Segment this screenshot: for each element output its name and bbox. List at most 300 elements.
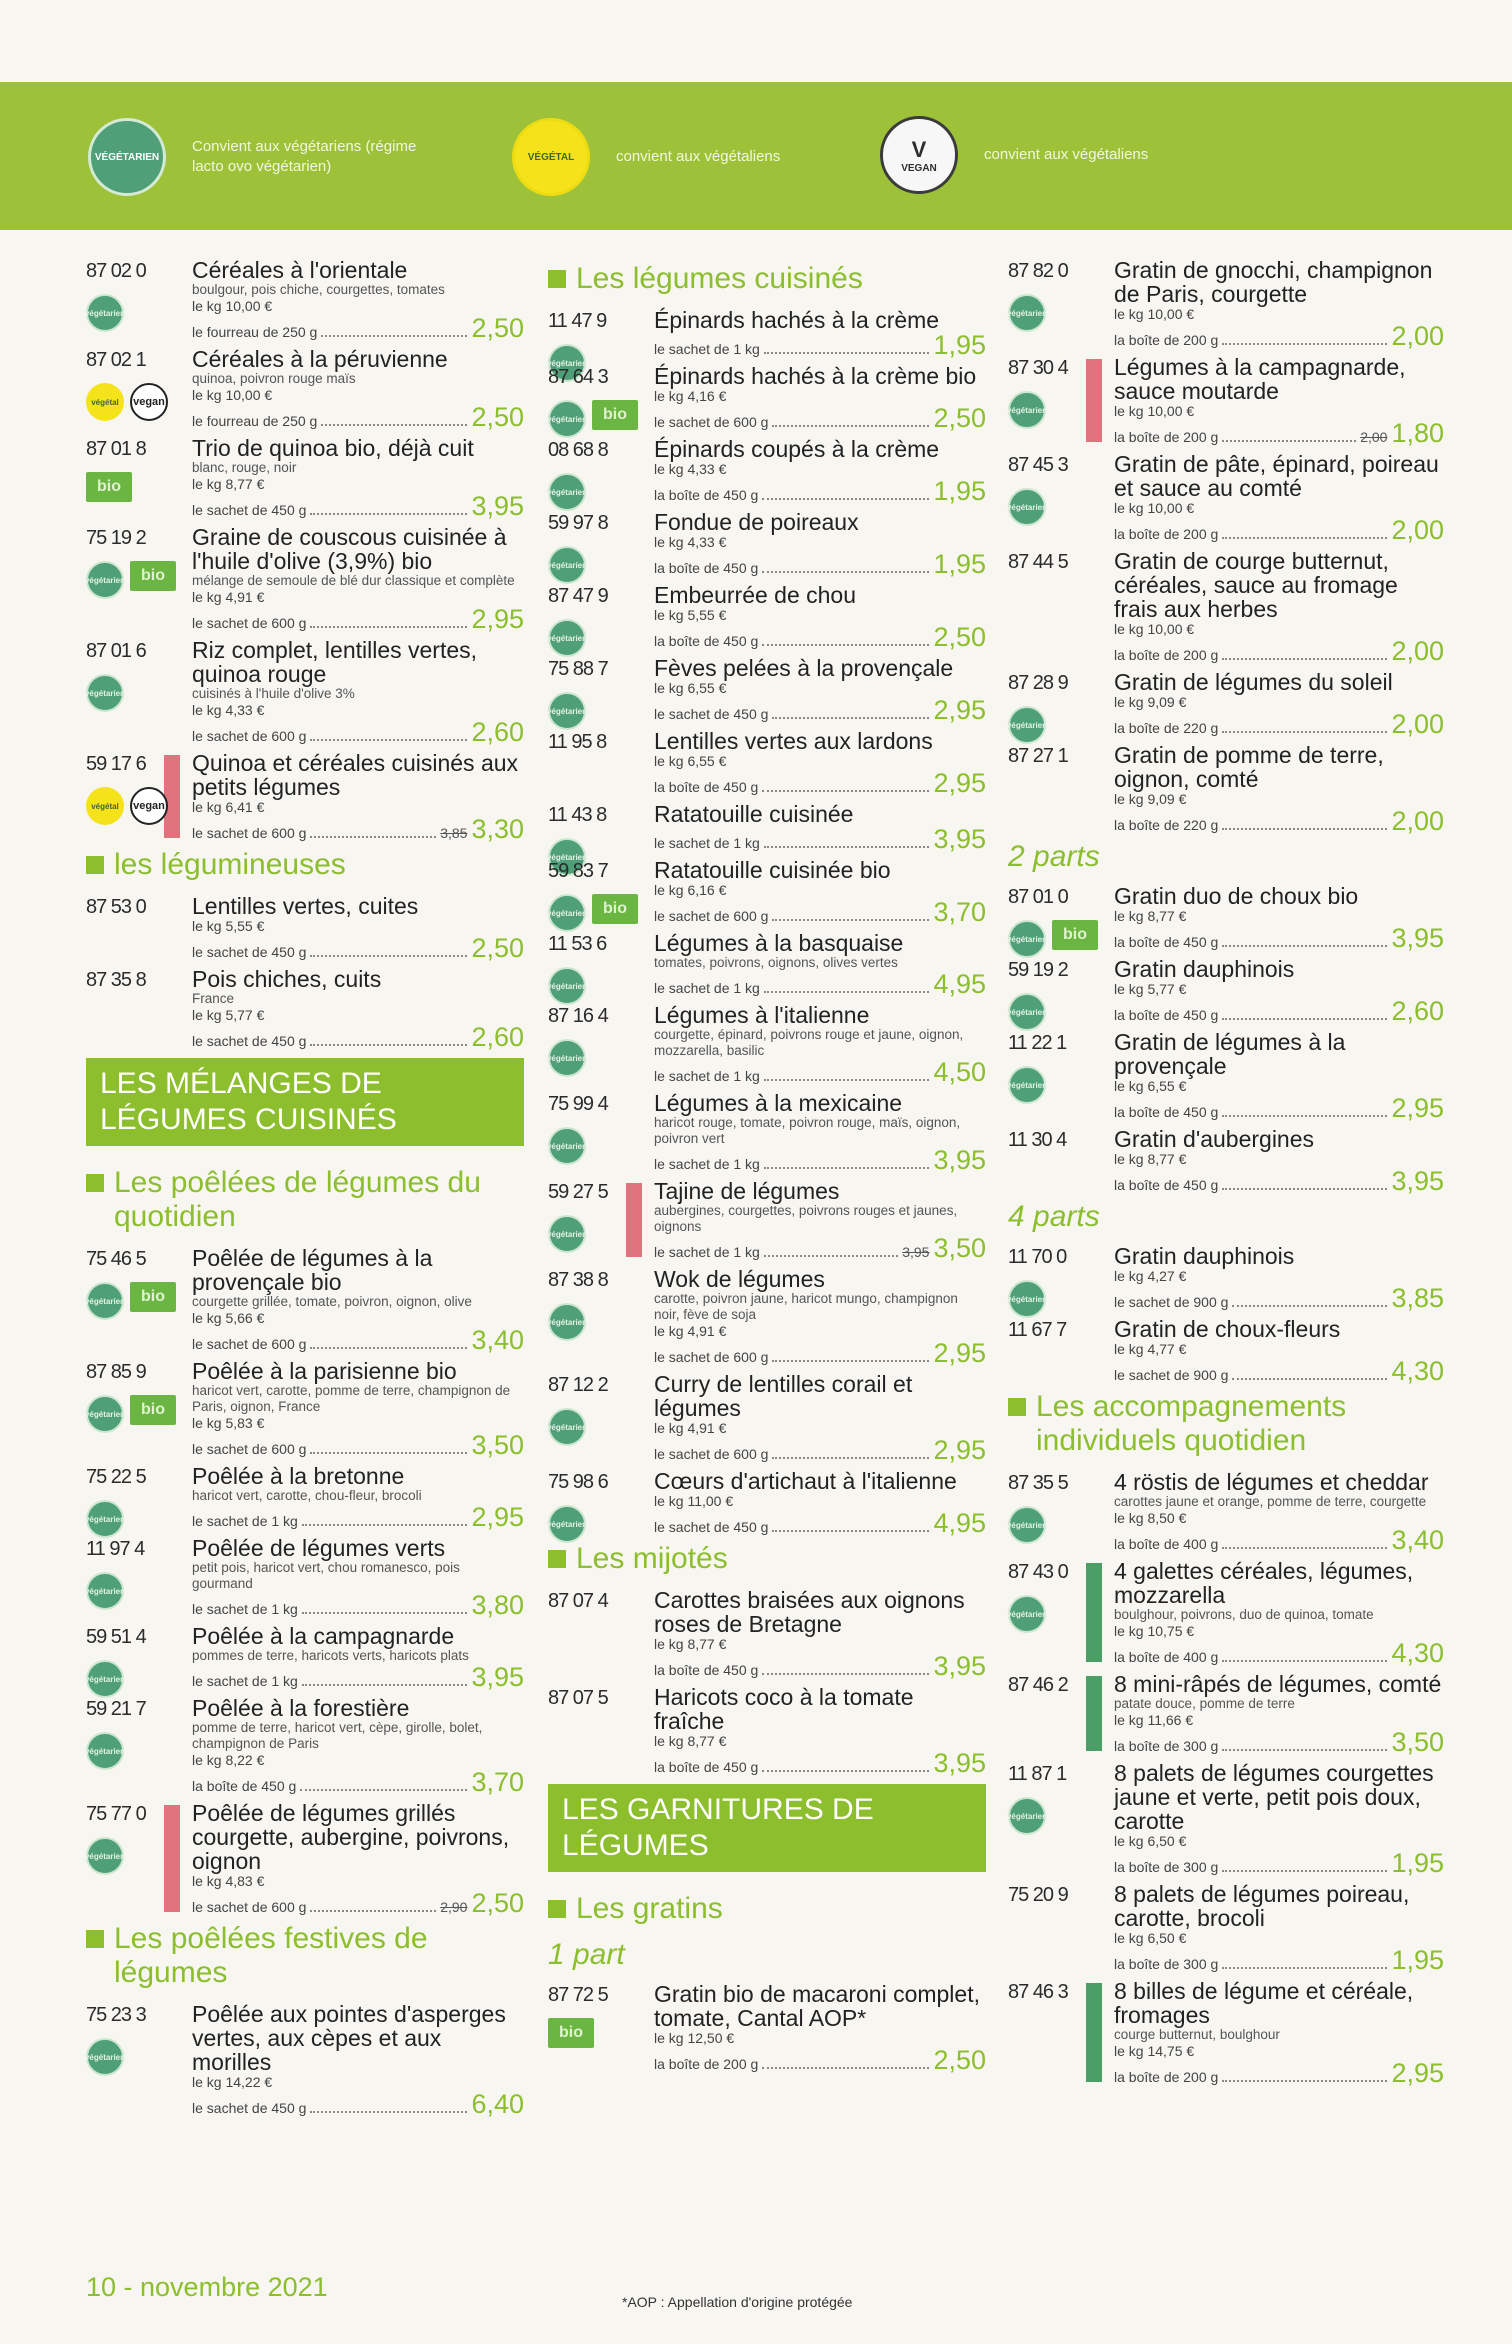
price-per-kg: le kg 5,66 € [192, 1310, 265, 1326]
product-item [1008, 884, 1444, 951]
product-code: 87 02 0 [86, 260, 146, 282]
product-name: Gratin dauphinois [1114, 1243, 1295, 1269]
product-price: 2,50 [471, 1888, 524, 1918]
product-item [1008, 1559, 1444, 1666]
product-badges [548, 1303, 586, 1341]
section-heading [1008, 1390, 1444, 1458]
vegetarien-icon: végétarien [1008, 1280, 1046, 1318]
price-per-kg: le kg 9,09 € [1114, 791, 1187, 807]
package-size: le sachet de 600 g [654, 414, 769, 430]
dotted-leader [302, 1524, 468, 1526]
product-name: Wok de légumes [654, 1266, 825, 1292]
package-size: la boîte de 450 g [192, 1778, 297, 1794]
product-item [548, 1003, 986, 1085]
product-price: 1,95 [933, 330, 986, 360]
product-name: Graine de couscous cuisinée à l'huile d'olive (3,9%) bio [192, 524, 507, 574]
package-line [1114, 1729, 1444, 1755]
product-badges [1008, 1066, 1046, 1104]
product-item [1008, 1244, 1444, 1311]
dotted-leader [1222, 2080, 1387, 2082]
price-per-kg: le kg 4,33 € [654, 534, 727, 550]
product-price: 2,00 [1391, 321, 1444, 351]
product-badges [1008, 1595, 1046, 1633]
dotted-leader [772, 1530, 929, 1532]
product-price: 4,95 [933, 1508, 986, 1538]
product-code: 87 53 0 [86, 896, 146, 918]
vegetarien-icon: végétarien [548, 1215, 586, 1253]
product-code: 59 19 2 [1008, 959, 1068, 981]
product-name: 4 galettes céréales, légumes, mozzarella [1114, 1558, 1414, 1608]
product-badges [86, 1572, 124, 1610]
vegetarien-icon: végétarien [1008, 920, 1046, 958]
vegetarien-icon: végétarien [548, 894, 586, 932]
product-item [86, 2002, 524, 2117]
price-per-kg: le kg 5,55 € [192, 918, 265, 934]
product-badges [548, 1127, 586, 1165]
dotted-leader [762, 571, 929, 573]
product-item [86, 967, 524, 1050]
dotted-leader [764, 352, 930, 354]
price-per-kg: le kg 11,00 € [654, 1493, 734, 1509]
dotted-leader [772, 919, 929, 921]
subsection-heading: 4 parts [1008, 1200, 1100, 1233]
vegan-badge-icon: V VEGAN [880, 116, 958, 194]
price-per-kg: le kg 8,77 € [1114, 908, 1187, 924]
product-item [86, 751, 524, 842]
package-line [654, 332, 986, 358]
package-line [1114, 1850, 1444, 1876]
package-size: la boîte de 200 g [1114, 429, 1219, 445]
product-description: tomates, poivrons, oignons, olives vertes [654, 955, 898, 970]
package-line [1114, 517, 1444, 543]
product-item [548, 1588, 986, 1679]
section-title: Les légumes cuisinés [576, 262, 863, 295]
product-name: Légumes à la basquaise [654, 930, 904, 956]
product-description: courgette grillée, tomate, poivron, oignon, olive [192, 1294, 472, 1309]
vegetarien-icon: végétarien [1008, 706, 1046, 744]
product-price: 4,30 [1391, 1356, 1444, 1386]
product-code: 87 46 3 [1008, 1981, 1068, 2003]
product-item [1008, 452, 1444, 543]
product-price: 2,95 [1391, 1093, 1444, 1123]
product-item [1008, 743, 1444, 834]
product-badges [548, 546, 586, 584]
package-line [1114, 1168, 1444, 1194]
dotted-leader [310, 2111, 467, 2113]
product-description: blanc, rouge, noir [192, 460, 297, 475]
product-item [86, 638, 524, 745]
vegetal-icon: végétal [86, 383, 124, 421]
product-badges [548, 1408, 586, 1446]
product-code: 87 82 0 [1008, 260, 1068, 282]
section-square-icon [86, 856, 104, 874]
price-per-kg: le kg 10,00 € [1114, 500, 1195, 516]
package-size: la boîte de 450 g [654, 1662, 759, 1678]
subsection-heading: 1 part [548, 1938, 625, 1971]
product-price: 2,95 [933, 695, 986, 725]
product-name: Céréales à l'orientale [192, 257, 408, 283]
legend-vegetal [512, 118, 780, 196]
vegetarien-icon: végétarien [548, 473, 586, 511]
package-size: le sachet de 900 g [1114, 1367, 1229, 1383]
product-code: 11 53 6 [548, 933, 607, 955]
section-square-icon [1008, 1398, 1026, 1416]
package-line [654, 1340, 986, 1366]
package-line [1114, 2060, 1444, 2086]
package-size: la boîte de 450 g [654, 633, 759, 649]
product-badges [548, 400, 638, 438]
product-description: pomme de terre, haricot vert, cèpe, girolle, bolet, champignon de Paris [192, 1720, 483, 1751]
product-price: 4,95 [933, 969, 986, 999]
vegetarien-icon: végétarien [548, 692, 586, 730]
package-size: la boîte de 300 g [1114, 1738, 1219, 1754]
product-price: 2,95 [471, 604, 524, 634]
product-code: 11 67 7 [1008, 1319, 1067, 1341]
package-line [192, 606, 524, 632]
product-item [1008, 957, 1444, 1024]
package-line [192, 935, 524, 961]
product-price: 3,40 [1391, 1525, 1444, 1555]
product-description: carottes jaune et orange, pomme de terre, courgette [1114, 1494, 1427, 1509]
dotted-leader [310, 739, 467, 741]
product-name: Gratin d'aubergines [1114, 1126, 1315, 1152]
dotted-leader [1222, 828, 1387, 830]
package-size: la boîte de 450 g [654, 1759, 759, 1775]
bio-leaf-icon: bio [130, 1282, 176, 1312]
bio-leaf-icon: bio [1052, 920, 1098, 950]
product-code: 87 46 2 [1008, 1674, 1068, 1696]
price-per-kg: le kg 4,83 € [192, 1873, 265, 1889]
price-per-kg: le kg 6,55 € [1114, 1078, 1187, 1094]
price-per-kg: le kg 4,33 € [654, 461, 727, 477]
price-per-kg: le kg 4,27 € [1114, 1268, 1187, 1284]
product-description: aubergines, courgettes, poivrons rouges et jaunes, oignons [654, 1203, 958, 1234]
vegetarien-icon: végétarien [548, 619, 586, 657]
product-name: Poêlée de légumes à la provençale bio [192, 1245, 433, 1295]
product-name: 4 röstis de légumes et cheddar [1114, 1469, 1429, 1495]
package-line [192, 1504, 524, 1530]
vegetarien-icon: végétarien [86, 1837, 124, 1875]
product-price: 3,70 [933, 897, 986, 927]
dotted-leader [1222, 1188, 1387, 1190]
dotted-leader [302, 1684, 468, 1686]
product-name: Poêlée à la parisienne bio [192, 1358, 457, 1384]
product-code: 11 30 4 [1008, 1129, 1067, 1151]
product-name: Gratin de pomme de terre, oignon, comté [1114, 742, 1384, 792]
vegetarien-icon: végétarien [1008, 1506, 1046, 1544]
product-badges [86, 674, 124, 712]
vegetarien-icon: végétarien [86, 1732, 124, 1770]
product-name: Cœurs d'artichaut à l'italienne [654, 1468, 957, 1494]
product-badges [548, 1039, 586, 1077]
package-line [1114, 711, 1444, 737]
vegetarien-icon: végétarien [548, 400, 586, 438]
section-heading [548, 1892, 986, 1926]
product-description: haricot vert, carotte, pomme de terre, champignon de Paris, oignon, France [192, 1383, 511, 1414]
product-code: 11 43 8 [548, 804, 607, 826]
product-badges [548, 894, 638, 932]
product-item [548, 437, 986, 504]
section-title: Les mijotés [576, 1542, 728, 1575]
bio-leaf-icon: bio [130, 1395, 176, 1425]
package-size: la boîte de 450 g [654, 779, 759, 795]
dotted-leader [764, 846, 930, 848]
package-size: la boîte de 450 g [1114, 1007, 1219, 1023]
product-price: 2,00 [1391, 709, 1444, 739]
dotted-leader [310, 955, 467, 957]
dotted-leader [321, 335, 467, 337]
product-name: Gratin de légumes du soleil [1114, 669, 1393, 695]
product-price: 1,95 [1391, 1848, 1444, 1878]
product-name: Haricots coco à la tomate fraîche [654, 1684, 914, 1734]
vegetarien-icon: végétarien [86, 1660, 124, 1698]
product-description: cuisinés à l'huile d'olive 3% [192, 686, 355, 701]
product-item [1008, 670, 1444, 737]
dotted-leader [764, 1255, 898, 1257]
section-heading [86, 1922, 524, 1990]
package-size: le sachet de 450 g [192, 2100, 307, 2116]
package-size: la boîte de 200 g [1114, 332, 1219, 348]
product-description: France [192, 991, 235, 1006]
package-line [654, 1510, 986, 1536]
legend-vegan [880, 116, 1148, 194]
product-name: Poêlée à la forestière [192, 1695, 410, 1721]
product-description: mélange de semoule de blé dur classique et complète [192, 573, 515, 588]
dotted-leader [310, 1452, 467, 1454]
price-per-kg: le kg 4,91 € [654, 1323, 727, 1339]
package-line [654, 551, 986, 577]
dotted-leader [302, 1612, 468, 1614]
vegetarien-icon: végétarien [548, 1303, 586, 1341]
vegetarien-icon: végétarien [86, 674, 124, 712]
price-per-kg: le kg 10,00 € [1114, 306, 1195, 322]
product-item [1008, 1127, 1444, 1194]
product-item [1008, 1979, 1444, 2086]
old-price: 2,90 [440, 1899, 468, 1915]
product-code: 59 51 4 [86, 1626, 146, 1648]
package-line [1114, 998, 1444, 1024]
promo-marker [626, 1183, 642, 1257]
section-title: Les accompagnements individuels quotidien [1036, 1390, 1347, 1457]
old-price: 3,95 [902, 1244, 930, 1260]
product-price: 2,60 [1391, 996, 1444, 1026]
vegetarien-icon: végétarien [1008, 391, 1046, 429]
product-badges [548, 1505, 586, 1543]
category-band: LES MÉLANGES DE LÉGUMES CUISINÉS [86, 1058, 524, 1146]
product-description: haricot rouge, tomate, poivron rouge, maïs, oignon, poivron vert [654, 1115, 961, 1146]
product-badges [86, 383, 168, 421]
product-name: Légumes à l'italienne [654, 1002, 870, 1028]
dotted-leader [762, 1673, 929, 1675]
price-per-kg: le kg 10,00 € [1114, 403, 1195, 419]
dotted-leader [310, 1044, 467, 1046]
vegetarien-icon: végétarien [1008, 1066, 1046, 1104]
product-code: 11 95 8 [548, 731, 607, 753]
section-heading [86, 1166, 524, 1234]
vegetarien-icon: végétarien [86, 561, 124, 599]
dotted-leader [1222, 1115, 1387, 1117]
product-badges [548, 967, 586, 1005]
product-badges [548, 619, 586, 657]
product-item [86, 1696, 524, 1795]
package-line [1114, 420, 1444, 446]
product-code: 87 35 5 [1008, 1472, 1068, 1494]
product-item [1008, 549, 1444, 664]
package-line [654, 899, 986, 925]
price-per-kg: le kg 12,50 € [654, 2030, 735, 2046]
bio-leaf-icon: bio [130, 561, 176, 591]
product-item [548, 1179, 986, 1261]
product-price: 2,60 [471, 717, 524, 747]
product-item [86, 347, 524, 430]
product-price: 2,50 [471, 313, 524, 343]
vegetarien-icon: végétarien [1008, 294, 1046, 332]
product-description: boulghour, poivrons, duo de quinoa, tomate [1114, 1607, 1374, 1622]
package-size: la boîte de 200 g [1114, 647, 1219, 663]
promo-marker [164, 1805, 180, 1912]
product-price: 2,50 [471, 933, 524, 963]
price-per-kg: le kg 5,83 € [192, 1415, 265, 1431]
product-item [1008, 1030, 1444, 1121]
package-line [654, 2047, 986, 2073]
package-size: le sachet de 450 g [654, 1519, 769, 1535]
product-item [548, 1469, 986, 1536]
product-name: Gratin de légumes à la provençale [1114, 1029, 1346, 1079]
package-line [654, 971, 986, 997]
product-code: 87 27 1 [1008, 745, 1068, 767]
price-per-kg: le kg 4,91 € [654, 1420, 727, 1436]
legend-text: Convient aux végétariens (régime lacto ovo végétarien) [192, 138, 417, 175]
price-per-kg: le kg 14,22 € [192, 2074, 273, 2090]
package-size: la boîte de 450 g [1114, 1104, 1219, 1120]
product-name: Épinards coupés à la crème [654, 436, 940, 462]
product-price: 2,95 [933, 1435, 986, 1465]
product-code: 75 77 0 [86, 1803, 146, 1825]
package-size: le sachet de 600 g [192, 825, 307, 841]
vegetarien-icon: végétarien [548, 1505, 586, 1543]
product-code: 11 22 1 [1008, 1032, 1067, 1054]
package-size: le sachet de 450 g [654, 706, 769, 722]
product-item [1008, 1317, 1444, 1384]
product-item [86, 1464, 524, 1530]
old-price: 2,00 [1360, 429, 1388, 445]
product-item [1008, 1470, 1444, 1553]
package-size: la boîte de 200 g [1114, 526, 1219, 542]
product-code: 75 20 9 [1008, 1884, 1068, 1906]
package-size: le sachet de 600 g [654, 1446, 769, 1462]
dotted-leader [310, 513, 467, 515]
section-square-icon [86, 1930, 104, 1948]
product-badges [548, 692, 586, 730]
product-name: Poêlée de légumes grillés courgette, aubergine, poivrons, oignon [192, 1800, 510, 1874]
product-code: 75 99 4 [548, 1093, 608, 1115]
package-size: le sachet de 450 g [192, 1033, 307, 1049]
subsection-heading: 2 parts [1008, 840, 1100, 873]
product-badges [1008, 391, 1046, 429]
price-per-kg: le kg 14,75 € [1114, 2043, 1195, 2059]
price-per-kg: le kg 9,09 € [1114, 694, 1187, 710]
product-name: Gratin dauphinois [1114, 956, 1295, 982]
product-description: quinoa, poivron rouge maïs [192, 371, 356, 386]
product-name: 8 palets de légumes courgettes jaune et verte, petit pois doux, carotte [1114, 1760, 1434, 1834]
product-price: 3,80 [471, 1590, 524, 1620]
vegetal-badge-icon: VÉGÉTAL [512, 118, 590, 196]
price-per-kg: le kg 10,75 € [1114, 1623, 1195, 1639]
product-price: 2,50 [933, 2045, 986, 2075]
package-size: le fourreau de 250 g [192, 413, 318, 429]
price-per-kg: le kg 6,50 € [1114, 1833, 1187, 1849]
price-per-kg: le kg 6,50 € [1114, 1930, 1187, 1946]
product-price: 3,50 [471, 1430, 524, 1460]
product-code: 87 38 8 [548, 1269, 608, 1291]
product-name: 8 mini-râpés de légumes, comté [1114, 1671, 1442, 1697]
dotted-leader [310, 1910, 436, 1912]
product-code: 87 16 4 [548, 1005, 608, 1027]
package-size: le sachet de 1 kg [654, 1244, 760, 1260]
bio-leaf-icon: bio [592, 400, 638, 430]
package-size: le sachet de 1 kg [654, 341, 760, 357]
product-badges [86, 787, 168, 825]
package-line [1114, 808, 1444, 834]
package-line [654, 1750, 986, 1776]
product-name: Lentilles vertes, cuites [192, 893, 419, 919]
product-name: Épinards hachés à la crème bio [654, 363, 977, 389]
vegetarien-icon: végétarien [86, 2038, 124, 2076]
product-name: Épinards hachés à la crème [654, 307, 940, 333]
package-size: le sachet de 1 kg [654, 980, 760, 996]
dotted-leader [1222, 1547, 1387, 1549]
old-price: 3,85 [440, 825, 468, 841]
page-footer: 10 - novembre 2021 [86, 2272, 328, 2302]
product-code: 87 47 9 [548, 585, 608, 607]
price-per-kg: le kg 5,77 € [1114, 981, 1187, 997]
package-line [1114, 638, 1444, 664]
product-item [548, 1685, 986, 1776]
price-per-kg: le kg 4,16 € [654, 388, 727, 404]
price-per-kg: le kg 5,77 € [192, 1007, 265, 1023]
package-line [192, 1592, 524, 1618]
product-price: 1,95 [933, 549, 986, 579]
product-price: 4,50 [933, 1057, 986, 1087]
package-size: le sachet de 1 kg [192, 1601, 298, 1617]
product-name: Ratatouille cuisinée [654, 801, 854, 827]
product-description: carotte, poivron jaune, haricot mungo, champignon noir, fève de soja [654, 1291, 958, 1322]
product-code: 87 43 0 [1008, 1561, 1068, 1583]
package-size: la boîte de 300 g [1114, 1859, 1219, 1875]
dotted-leader [764, 991, 930, 993]
product-name: Carottes braisées aux oignons roses de Bretagne [654, 1587, 965, 1637]
price-per-kg: le kg 6,55 € [654, 753, 727, 769]
package-size: la boîte de 450 g [654, 560, 759, 576]
package-line [192, 493, 524, 519]
product-code: 75 19 2 [86, 527, 146, 549]
product-code: 87 12 2 [548, 1374, 608, 1396]
column-right [1008, 258, 1444, 2092]
product-code: 75 46 5 [86, 1248, 146, 1270]
product-badges [1008, 1280, 1046, 1318]
package-line [192, 404, 524, 430]
product-name: Poêlée à la campagnarde [192, 1623, 455, 1649]
package-line [192, 816, 524, 842]
bio-leaf-icon: bio [592, 894, 638, 924]
product-name: Poêlée aux pointes d'asperges vertes, aux cèpes et aux morilles [192, 2001, 506, 2075]
product-name: Fondue de poireaux [654, 509, 859, 535]
price-per-kg: le kg 4,33 € [192, 702, 265, 718]
product-price: 3,85 [1391, 1283, 1444, 1313]
vegetarien-icon: végétarien [86, 1572, 124, 1610]
dotted-leader [764, 1167, 930, 1169]
dotted-leader [772, 1360, 929, 1362]
